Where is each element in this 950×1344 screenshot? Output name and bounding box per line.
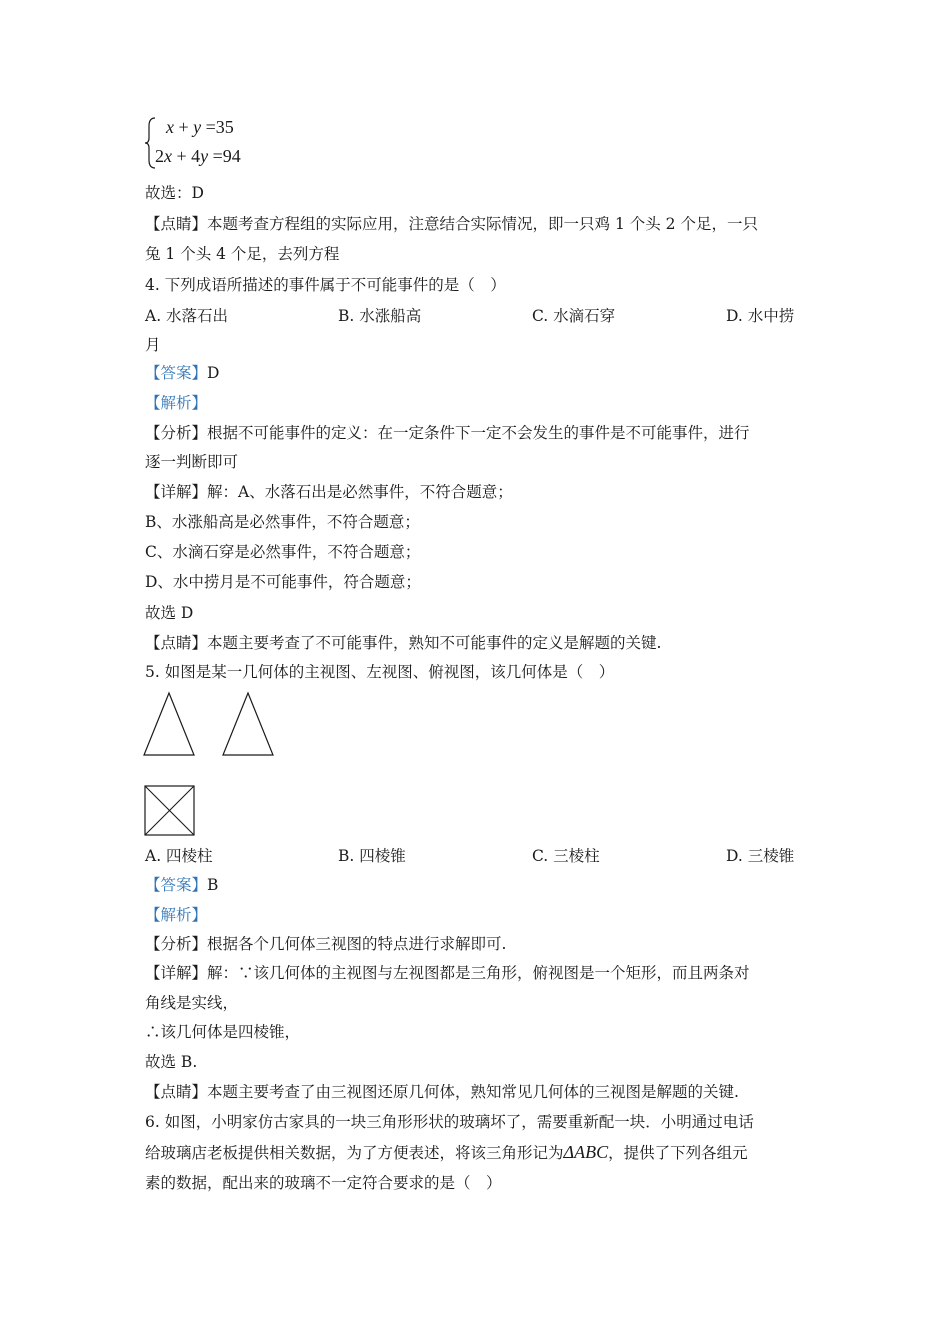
q4-detail-line-3: C、水滴石穿是必然事件，不符合题意； bbox=[145, 543, 421, 561]
remark-text: 本题考查方程组的实际应用，注意结合实际情况，即一只鸡 1 个头 2 个足，一只 bbox=[207, 215, 758, 233]
q3-remark-line-2: 兔 1 个头 4 个足，去列方程 bbox=[145, 245, 340, 263]
q5-option-c: C. 三棱柱 bbox=[532, 847, 600, 865]
q5-choose: 故选 B. bbox=[145, 1053, 198, 1071]
var-y: y bbox=[200, 146, 209, 166]
q6-text: 给玻璃店老板提供相关数据，为了方便表述，将该三角形记为 bbox=[145, 1144, 564, 1162]
q4-detail-line-1 bbox=[145, 481, 513, 503]
q4-detail-line-4: D、水中捞月是不可能事件，符合题意； bbox=[145, 573, 421, 591]
fenxi-tag: 【分析】 bbox=[145, 935, 208, 953]
coef: 2 bbox=[155, 146, 164, 166]
q3-remark-line-1 bbox=[145, 213, 758, 235]
q4-detail-line-2: B、水涨船高是必然事件，不符合题意； bbox=[145, 513, 420, 531]
coef: 4 bbox=[191, 146, 201, 166]
var-x: x bbox=[166, 117, 174, 137]
top-view-square-figure bbox=[144, 785, 196, 837]
answer-value: B bbox=[207, 876, 219, 894]
q4-choose: 故选 D bbox=[145, 604, 194, 622]
q4-remark bbox=[145, 632, 661, 654]
q4-option-d: D. 水中捞 bbox=[726, 307, 795, 325]
q5-option-d: D. 三棱锥 bbox=[726, 847, 795, 865]
plus-sign: + bbox=[178, 117, 189, 137]
plus-sign: + bbox=[176, 146, 187, 166]
var-y: y bbox=[193, 117, 202, 137]
q6-line-1: 6. 如图，小明家仿古家具的一块三角形形状的玻璃坏了，需要重新配一块．小明通过电话 bbox=[145, 1113, 754, 1131]
front-view-triangle-figure bbox=[143, 692, 197, 758]
q4-option-d-wrap: 月 bbox=[145, 336, 161, 354]
q4-stem: 4. 下列成语所描述的事件属于不可能事件的是（ ） bbox=[145, 276, 506, 294]
rhs: =94 bbox=[212, 146, 241, 166]
answer-tag: 【答案】 bbox=[145, 876, 208, 894]
answer-tag: 【答案】 bbox=[145, 364, 208, 382]
rhs: =35 bbox=[205, 117, 234, 137]
q6-line-2 bbox=[145, 1141, 748, 1164]
q5-detail-line-3: ∴该几何体是四棱锥， bbox=[145, 1023, 301, 1041]
q6-line-3: 素的数据，配出来的玻璃不一定符合要求的是（ ） bbox=[145, 1174, 502, 1192]
q4-option-b: B. 水涨船高 bbox=[338, 307, 422, 325]
q5-analysis-tag: 【解析】 bbox=[145, 906, 208, 924]
q4-option-a: A. 水落石出 bbox=[145, 307, 229, 325]
q5-option-a: A. 四棱柱 bbox=[145, 847, 213, 865]
q6-text: ，提供了下列各组元 bbox=[608, 1144, 748, 1162]
detail-text: 解：A、水落石出是必然事件，不符合题意； bbox=[207, 483, 513, 501]
q5-option-b: B. 四棱锥 bbox=[338, 847, 406, 865]
equation-row-2 bbox=[155, 146, 241, 167]
remark-tag: 【点睛】 bbox=[145, 634, 208, 652]
q5-answer bbox=[145, 874, 218, 896]
q5-stem: 5. 如图是某一几何体的主视图、左视图、俯视图，该几何体是（ ） bbox=[145, 663, 615, 681]
fenxi-text: 根据不可能事件的定义：在一定条件下一定不会发生的事件是不可能事件，进行 bbox=[207, 424, 750, 442]
q4-answer bbox=[145, 362, 219, 384]
fenxi-tag: 【分析】 bbox=[145, 424, 208, 442]
q4-fenxi-line-1 bbox=[145, 422, 750, 444]
var-x: x bbox=[164, 146, 172, 166]
detail-tag: 【详解】 bbox=[145, 483, 208, 501]
q5-remark bbox=[145, 1081, 739, 1103]
detail-tag: 【详解】 bbox=[145, 964, 208, 982]
q4-fenxi-line-2: 逐一判断即可 bbox=[145, 453, 239, 471]
left-view-triangle-figure bbox=[222, 692, 276, 758]
answer-value: D bbox=[207, 364, 220, 382]
q5-detail-line-2: 角线是实线， bbox=[145, 994, 239, 1012]
fenxi-text: 根据各个几何体三视图的特点进行求解即可. bbox=[207, 935, 507, 953]
q5-detail-line-1 bbox=[145, 962, 750, 984]
q4-option-c: C. 水滴石穿 bbox=[532, 307, 616, 325]
q3-choose: 故选：D bbox=[145, 184, 204, 202]
equation-row-1 bbox=[166, 117, 234, 138]
q4-analysis-tag: 【解析】 bbox=[145, 394, 208, 412]
q5-fenxi bbox=[145, 933, 506, 955]
remark-tag: 【点睛】 bbox=[145, 215, 208, 233]
remark-tag: 【点睛】 bbox=[145, 1083, 208, 1101]
remark-text: 本题主要考查了由三视图还原几何体，熟知常见几何体的三视图是解题的关键. bbox=[207, 1083, 739, 1101]
detail-text: 解：∵该几何体的主视图与左视图都是三角形，俯视图是一个矩形，而且两条对 bbox=[207, 964, 750, 982]
triangle-label: ΔABC bbox=[563, 1142, 609, 1162]
remark-text: 本题主要考查了不可能事件，熟知不可能事件的定义是解题的关键. bbox=[207, 634, 662, 652]
